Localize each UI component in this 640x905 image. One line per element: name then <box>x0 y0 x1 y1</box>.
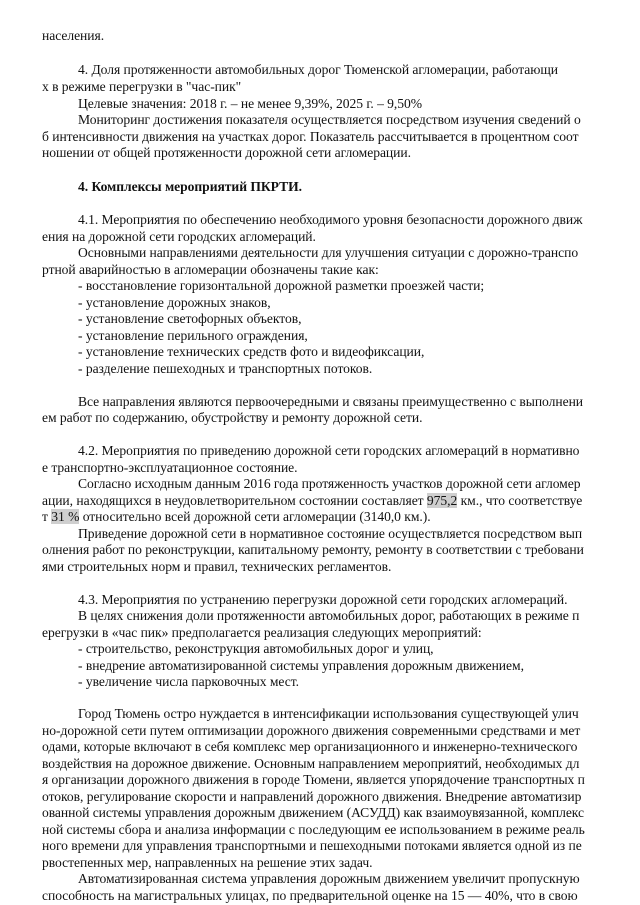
text-line: я организации дорожного движения в городе Тюмени, является упорядочение транспортных п <box>42 772 585 787</box>
text-line: воздействия на дорожное движение. Основным направлением мероприятий, необходимых дл <box>42 756 580 771</box>
text-line: 4.1. Мероприятия по обеспечению необходимого уровня безопасности дорожного движ <box>78 212 583 227</box>
text-line: Автоматизированная система управления дорожным движением увеличит пропускную <box>78 871 580 886</box>
list-item: - восстановление горизонтальной дорожной разметки проезжей части; <box>78 278 485 293</box>
list-item: - установление дорожных знаков, <box>78 295 271 310</box>
text-line: ношении от общей протяженности дорожной сети агломерации. <box>42 145 411 160</box>
text-line: Город Тюмень остро нуждается в интенсификации использования существующей улич <box>78 706 579 721</box>
text-line: ерегрузки в «час пик» предполагается реализация следующих мероприятий: <box>42 625 482 640</box>
text-line: Основными направлениями деятельности для улучшения ситуации с дорожно-транспо <box>78 245 579 260</box>
text-line: ованной системы управления дорожным движением (АСУДД) как взаимоувязанной, комплекс <box>42 805 585 820</box>
text-line: ения на дорожной сети городских агломераций. <box>42 229 316 244</box>
list-item: - установление светофорных объектов, <box>78 311 302 326</box>
text-line: 4. Доля протяженности автомобильных дорог Тюменской агломерации, работающи <box>78 62 559 77</box>
text-line: х в режиме перегрузки в "час-пик" <box>42 79 242 94</box>
text-line: олнения работ по реконструкции, капитальному ремонту, ремонту в соответствии с требовани <box>42 542 584 557</box>
text-line: Мониторинг достижения показателя осуществляется посредством изучения сведений о <box>78 112 581 127</box>
list-item: - разделение пешеходных и транспортных потоков. <box>78 361 373 376</box>
text-line: способность на магистральных улицах, по предварительной оценке на 15 — 40%, что в свою <box>42 888 578 903</box>
text-line: отоков, регулирование скорости и направлений дорожного движения. Внедрение автоматизир <box>42 789 582 804</box>
text-line: 4.2. Мероприятия по приведению дорожной сети городских агломераций в нормативно <box>78 443 580 458</box>
text-line: но-дорожной сети путем оптимизации дорожного движения современными средствами и мет <box>42 723 581 738</box>
text-line: ного времени для управления транспортными и пешеходными потоками является одной из пе <box>42 838 582 853</box>
list-item: - внедрение автоматизированной системы управления дорожным движением, <box>78 658 524 673</box>
text-line: б интенсивности движения на участках дорог. Показатель рассчитывается в процентном соот <box>42 129 579 144</box>
highlighted-value: 975,2 <box>426 493 458 508</box>
text-line: рвостепенных мер, направленных на решение этих задач. <box>42 855 373 870</box>
section-heading: 4. Комплексы мероприятий ПКРТИ. <box>78 179 302 194</box>
text-span: км., что соответствуе <box>457 493 583 508</box>
text-span: т <box>42 509 52 524</box>
text-span: ации, находящихся в неудовлетворительном состоянии составляет <box>42 493 427 508</box>
text-line: ной системы сбора и анализа информации с последующим ее использованием в режиме реаль <box>42 822 585 837</box>
text-line <box>42 509 431 525</box>
text-line: 4.3. Мероприятия по устранению перегрузки дорожной сети городских агломераций. <box>78 592 568 607</box>
text-line: ем работ по содержанию, обустройству и ремонту дорожной сети. <box>42 410 423 425</box>
text-line: Согласно исходным данным 2016 года протяженность участков дорожной сети агломер <box>78 476 581 491</box>
text-line: одами, которые включают в себя комплекс мер организационного и инженерно-технического <box>42 739 578 754</box>
text-line: В целях снижения доли протяженности автомобильных дорог, работающих в режиме п <box>78 608 580 623</box>
list-item: - установление перильного ограждения, <box>78 328 308 343</box>
text-line: ями строительных норм и правил, технических регламентов. <box>42 559 392 574</box>
text-span: относительно всей дорожной сети агломерации (3140,0 км.). <box>79 509 431 524</box>
text-line: е транспортно-эксплуатационное состояние. <box>42 460 298 475</box>
text-line: Целевые значения: 2018 г. – не менее 9,39%, 2025 г. – 9,50% <box>78 96 423 111</box>
text-line: Приведение дорожной сети в нормативное состояние осуществляется посредством вып <box>78 526 583 541</box>
text-line <box>42 493 582 509</box>
list-item: - строительство, реконструкция автомобильных дорог и улиц, <box>78 641 434 656</box>
text-line: ртной аварийностью в агломерации обозначены такие как: <box>42 262 379 277</box>
list-item: - увеличение числа парковочных мест. <box>78 674 299 689</box>
highlighted-value: 31 % <box>51 509 80 524</box>
list-item: - установление технических средств фото и видеофиксации, <box>78 344 425 359</box>
text-line: населения. <box>42 28 105 43</box>
text-line: Все направления являются первоочередными и связаны преимущественно с выполнени <box>78 394 584 409</box>
